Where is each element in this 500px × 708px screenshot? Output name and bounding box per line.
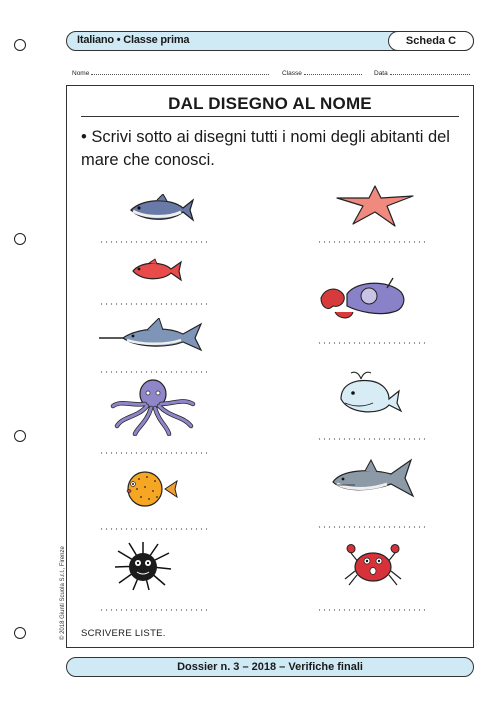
whale-icon bbox=[337, 369, 403, 417]
tuna-icon bbox=[123, 194, 197, 226]
sea-urchin-icon bbox=[113, 541, 173, 591]
answer-line[interactable] bbox=[317, 526, 425, 528]
answer-line[interactable] bbox=[99, 452, 207, 454]
answer-line[interactable] bbox=[317, 241, 425, 243]
diver-icon bbox=[317, 276, 409, 324]
date-label: Data bbox=[374, 70, 388, 77]
answer-line[interactable] bbox=[317, 342, 425, 344]
answer-line[interactable] bbox=[317, 438, 425, 440]
name-label: Nome bbox=[72, 70, 90, 77]
class-field[interactable] bbox=[282, 68, 362, 77]
footer-note: SCRIVERE LISTE. bbox=[81, 628, 166, 639]
copyright-text: © 2018 Giunti Scuola S.r.l., Firenze bbox=[60, 546, 66, 640]
answer-line[interactable] bbox=[99, 528, 207, 530]
subject-label: Italiano • Classe prima bbox=[77, 34, 190, 46]
binder-hole bbox=[14, 430, 26, 442]
footer-bar: Dossier n. 3 – 2018 – Verifiche finali bbox=[66, 657, 474, 677]
answer-line[interactable] bbox=[99, 609, 207, 611]
crab-icon bbox=[341, 541, 405, 587]
header-bar bbox=[66, 31, 474, 51]
binder-hole bbox=[14, 39, 26, 51]
octopus-icon bbox=[107, 378, 199, 436]
name-field[interactable] bbox=[72, 68, 269, 77]
scheda-label: Scheda C bbox=[388, 31, 474, 51]
binder-hole bbox=[14, 233, 26, 245]
shark-icon bbox=[329, 458, 417, 502]
starfish-icon bbox=[333, 182, 417, 228]
class-label: Classe bbox=[282, 70, 302, 77]
instruction-text: • Scrivi sotto ai disegni tutti i nomi degli abitanti del mare che conosci. bbox=[81, 128, 450, 169]
swordfish-icon bbox=[97, 318, 207, 356]
answer-line[interactable] bbox=[317, 609, 425, 611]
date-field[interactable] bbox=[374, 68, 470, 77]
title-divider bbox=[81, 116, 459, 117]
answer-line[interactable] bbox=[99, 241, 207, 243]
page-title: DAL DISEGNO AL NOME bbox=[168, 94, 372, 113]
pufferfish-icon bbox=[115, 469, 179, 509]
worksheet-frame bbox=[66, 85, 474, 648]
answer-line[interactable] bbox=[99, 303, 207, 305]
small-red-fish-icon bbox=[127, 258, 185, 284]
binder-hole bbox=[14, 627, 26, 639]
answer-line[interactable] bbox=[99, 371, 207, 373]
